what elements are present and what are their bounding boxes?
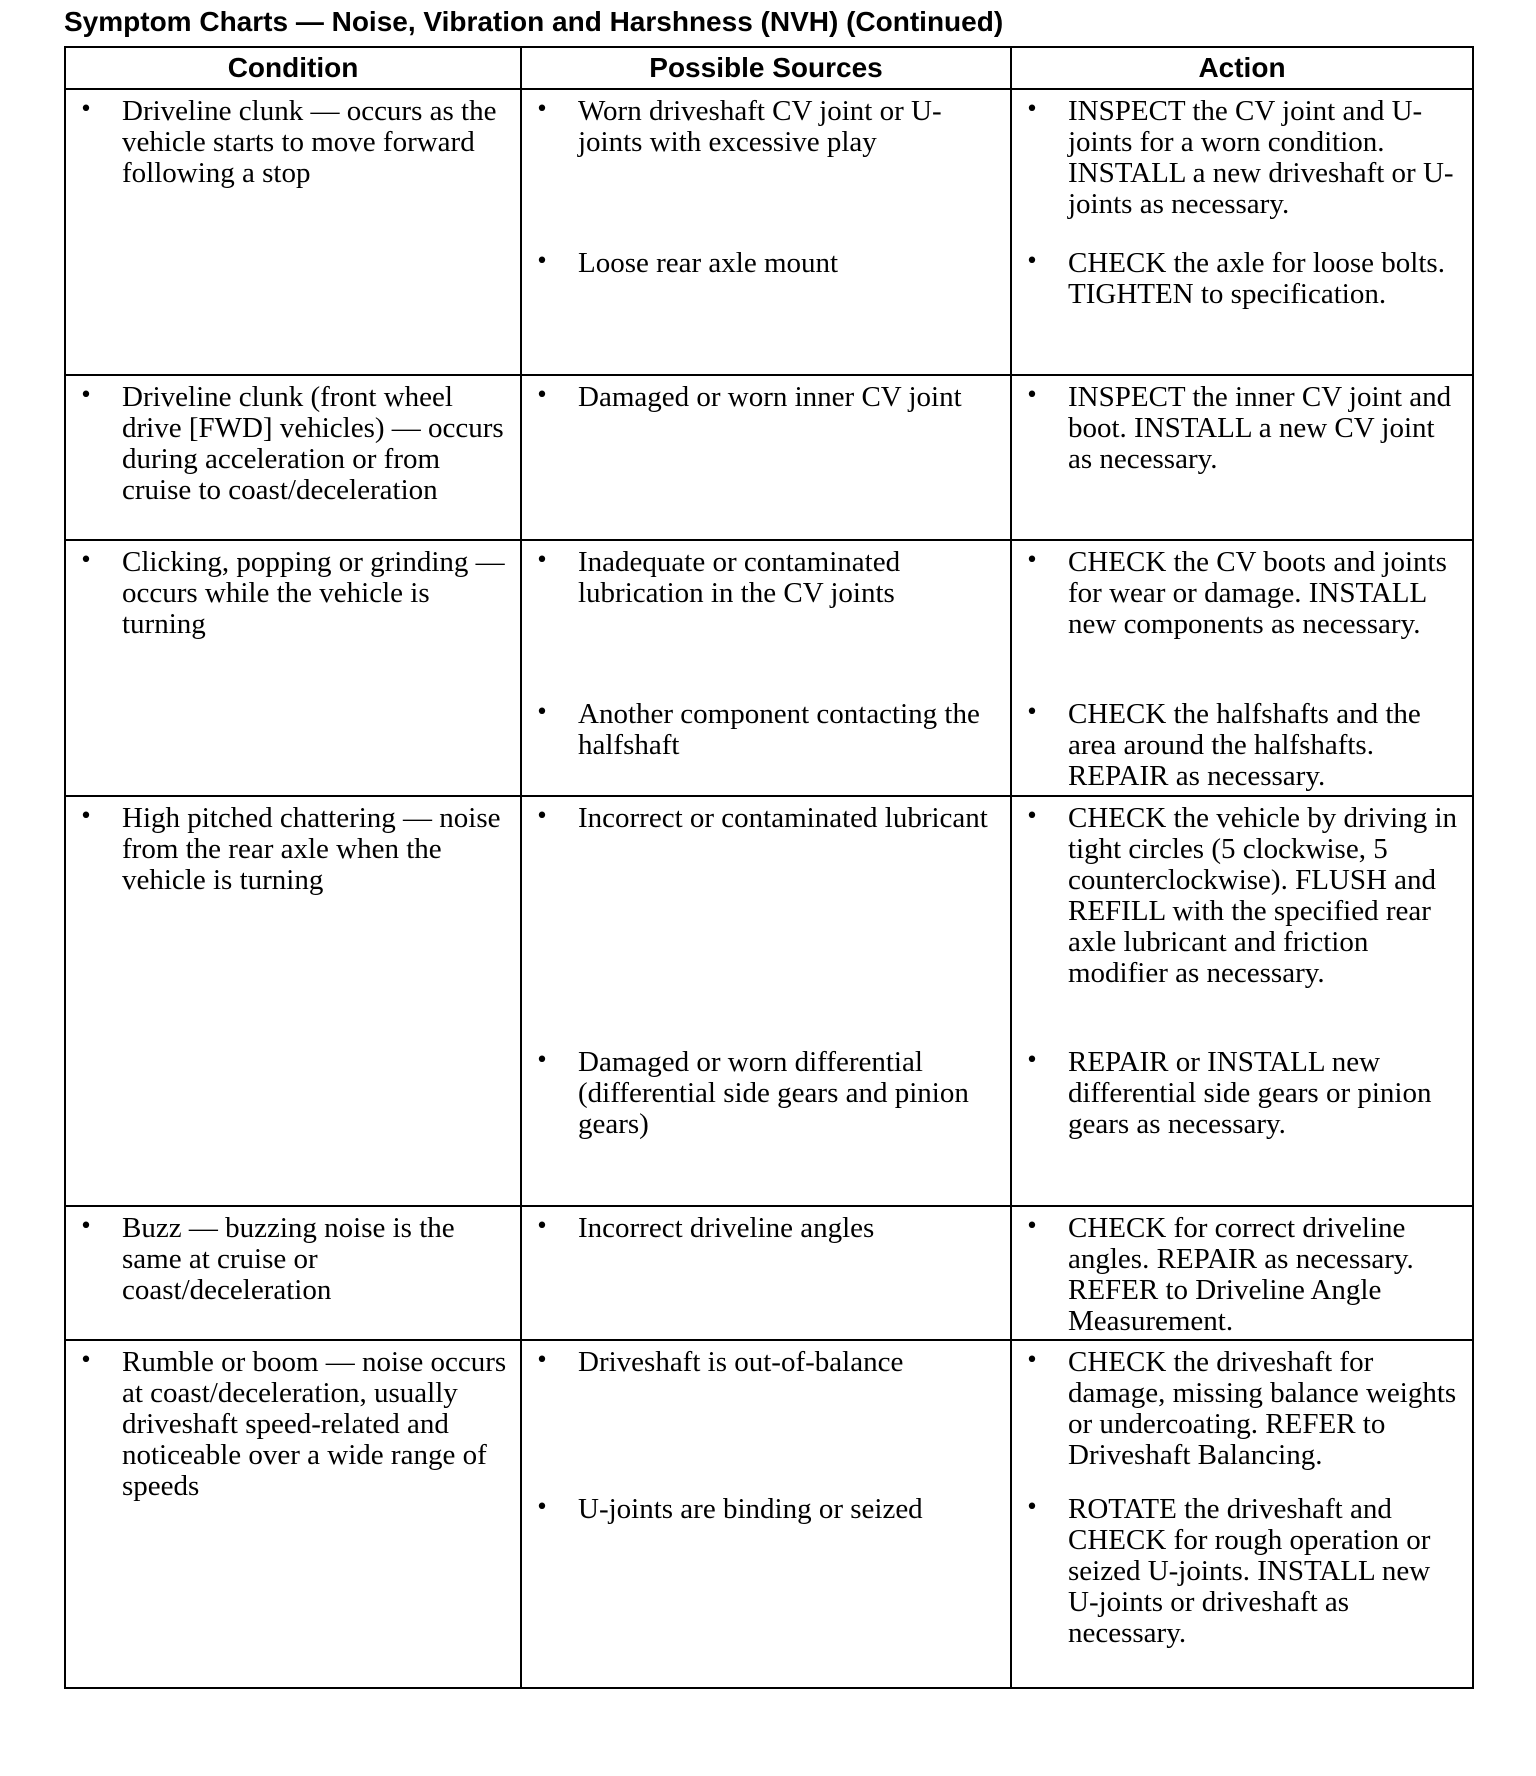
source-entry <box>522 376 1010 413</box>
bullet-icon: • <box>535 548 549 573</box>
action-text: CHECK for correct driveline angles. REPAIR as necessary. REFER to Driveline Angle Measurement. <box>1068 1212 1414 1337</box>
source-entry <box>522 1341 1010 1494</box>
header-condition: Condition <box>65 47 521 89</box>
action-text: CHECK the CV boots and joints for wear or damage. INSTALL new components as necessary. <box>1068 546 1447 640</box>
action-entry <box>1012 1494 1472 1649</box>
action-text: CHECK the vehicle by driving in tight circles (5 clockwise, 5 counterclockwise). FLUSH and REFILL with the specified rear axle lubricant and friction modifier as necessary. <box>1068 802 1458 989</box>
action-entry <box>1012 797 1472 1047</box>
action-cell <box>1011 796 1473 1206</box>
source-text: Damaged or worn differential (differential side gears and pinion gears) <box>578 1046 969 1140</box>
condition-text: Driveline clunk — occurs as the vehicle starts to move forward following a stop <box>122 95 497 189</box>
action-entry <box>1012 376 1472 475</box>
bullet-icon: • <box>1025 97 1039 122</box>
bullet-icon: • <box>535 1214 549 1239</box>
condition-text: Buzz — buzzing noise is the same at cruise or coast/deceleration <box>122 1212 455 1306</box>
condition-cell <box>65 375 521 540</box>
bullet-icon: • <box>1025 1348 1039 1373</box>
condition-text: Rumble or boom — noise occurs at coast/deceleration, usually driveshaft speed-related and noticeable over a wide range of speeds <box>122 1346 507 1502</box>
bullet-icon: • <box>535 249 549 274</box>
condition-text: Clicking, popping or grinding — occurs while the vehicle is turning <box>122 546 505 640</box>
condition-entry <box>66 797 520 896</box>
bullet-icon: • <box>1025 700 1039 725</box>
source-entry <box>522 1047 1010 1140</box>
action-cell <box>1011 1340 1473 1688</box>
table-row <box>65 1340 1473 1688</box>
condition-cell <box>65 540 521 796</box>
action-text: INSPECT the inner CV joint and boot. INSTALL a new CV joint as necessary. <box>1068 381 1452 475</box>
condition-entry <box>66 1207 520 1306</box>
source-entry <box>522 1494 1010 1525</box>
source-entry <box>522 1207 1010 1244</box>
condition-text: Driveline clunk (front wheel drive [FWD] vehicles) — occurs during acceleration or from cruise to coast/deceleration <box>122 381 504 506</box>
condition-cell <box>65 89 521 375</box>
sources-cell <box>521 796 1011 1206</box>
bullet-icon: • <box>535 1495 549 1520</box>
source-text: Driveshaft is out-of-balance <box>578 1346 904 1378</box>
header-possible-sources: Possible Sources <box>521 47 1011 89</box>
bullet-icon: • <box>79 97 93 122</box>
bullet-icon: • <box>79 383 93 408</box>
source-text: Incorrect driveline angles <box>578 1212 875 1244</box>
condition-entry <box>66 541 520 640</box>
action-cell <box>1011 375 1473 540</box>
bullet-icon: • <box>535 1348 549 1373</box>
action-entry <box>1012 1341 1472 1494</box>
source-text: Inadequate or contaminated lubrication in the CV joints <box>578 546 901 609</box>
source-entry <box>522 90 1010 242</box>
source-entry <box>522 797 1010 1047</box>
table-row <box>65 1206 1473 1340</box>
condition-entry <box>66 1341 520 1502</box>
source-entry <box>522 242 1010 279</box>
table-row <box>65 540 1473 796</box>
action-cell <box>1011 540 1473 796</box>
header-action: Action <box>1011 47 1473 89</box>
sources-cell <box>521 89 1011 375</box>
action-text: INSPECT the CV joint and U-joints for a worn condition. INSTALL a new driveshaft or U-joints as necessary. <box>1068 95 1454 220</box>
table-row <box>65 89 1473 375</box>
bullet-icon: • <box>1025 548 1039 573</box>
source-text: Damaged or worn inner CV joint <box>578 381 962 413</box>
action-text: CHECK the axle for loose bolts. TIGHTEN to specification. <box>1068 247 1445 310</box>
condition-cell <box>65 1340 521 1688</box>
condition-text: High pitched chattering — noise from the rear axle when the vehicle is turning <box>122 802 501 896</box>
bullet-icon: • <box>535 804 549 829</box>
condition-entry <box>66 90 520 189</box>
sources-cell <box>521 1340 1011 1688</box>
source-entry <box>522 693 1010 761</box>
bullet-icon: • <box>79 804 93 829</box>
condition-entry <box>66 376 520 506</box>
bullet-icon: • <box>1025 1214 1039 1239</box>
bullet-icon: • <box>1025 1495 1039 1520</box>
action-entry <box>1012 1047 1472 1140</box>
nvh-symptom-table <box>64 46 1474 1689</box>
bullet-icon: • <box>1025 383 1039 408</box>
bullet-icon: • <box>1025 1048 1039 1073</box>
table-row <box>65 796 1473 1206</box>
source-text: Worn driveshaft CV joint or U-joints with excessive play <box>578 95 942 158</box>
action-text: ROTATE the driveshaft and CHECK for rough operation or seized U-joints. INSTALL new U-joints or driveshaft as necessary. <box>1068 1493 1431 1649</box>
bullet-icon: • <box>1025 804 1039 829</box>
action-text: CHECK the halfshafts and the area around the halfshafts. REPAIR as necessary. <box>1068 698 1421 792</box>
source-entry <box>522 541 1010 693</box>
bullet-icon: • <box>79 1214 93 1239</box>
page-title: Symptom Charts — Noise, Vibration and Harshness (NVH) (Continued) <box>64 6 1004 37</box>
condition-cell <box>65 796 521 1206</box>
action-entry <box>1012 541 1472 693</box>
sources-cell <box>521 375 1011 540</box>
bullet-icon: • <box>1025 249 1039 274</box>
condition-cell <box>65 1206 521 1340</box>
source-text: Another component contacting the halfshaft <box>578 698 980 761</box>
action-cell <box>1011 1206 1473 1340</box>
table-row <box>65 375 1473 540</box>
bullet-icon: • <box>535 700 549 725</box>
action-entry <box>1012 693 1472 792</box>
bullet-icon: • <box>79 548 93 573</box>
bullet-icon: • <box>535 383 549 408</box>
action-entry <box>1012 1207 1472 1337</box>
sources-cell <box>521 1206 1011 1340</box>
action-text: REPAIR or INSTALL new differential side gears or pinion gears as necessary. <box>1068 1046 1432 1140</box>
bullet-icon: • <box>535 97 549 122</box>
source-text: U-joints are binding or seized <box>578 1493 923 1525</box>
action-entry <box>1012 242 1472 310</box>
source-text: Loose rear axle mount <box>578 247 839 279</box>
bullet-icon: • <box>535 1048 549 1073</box>
action-cell <box>1011 89 1473 375</box>
bullet-icon: • <box>79 1348 93 1373</box>
sources-cell <box>521 540 1011 796</box>
source-text: Incorrect or contaminated lubricant <box>578 802 988 834</box>
action-entry <box>1012 90 1472 242</box>
table-header-row <box>65 47 1473 89</box>
action-text: CHECK the driveshaft for damage, missing balance weights or undercoating. REFER to Driveshaft Balancing. <box>1068 1346 1457 1471</box>
